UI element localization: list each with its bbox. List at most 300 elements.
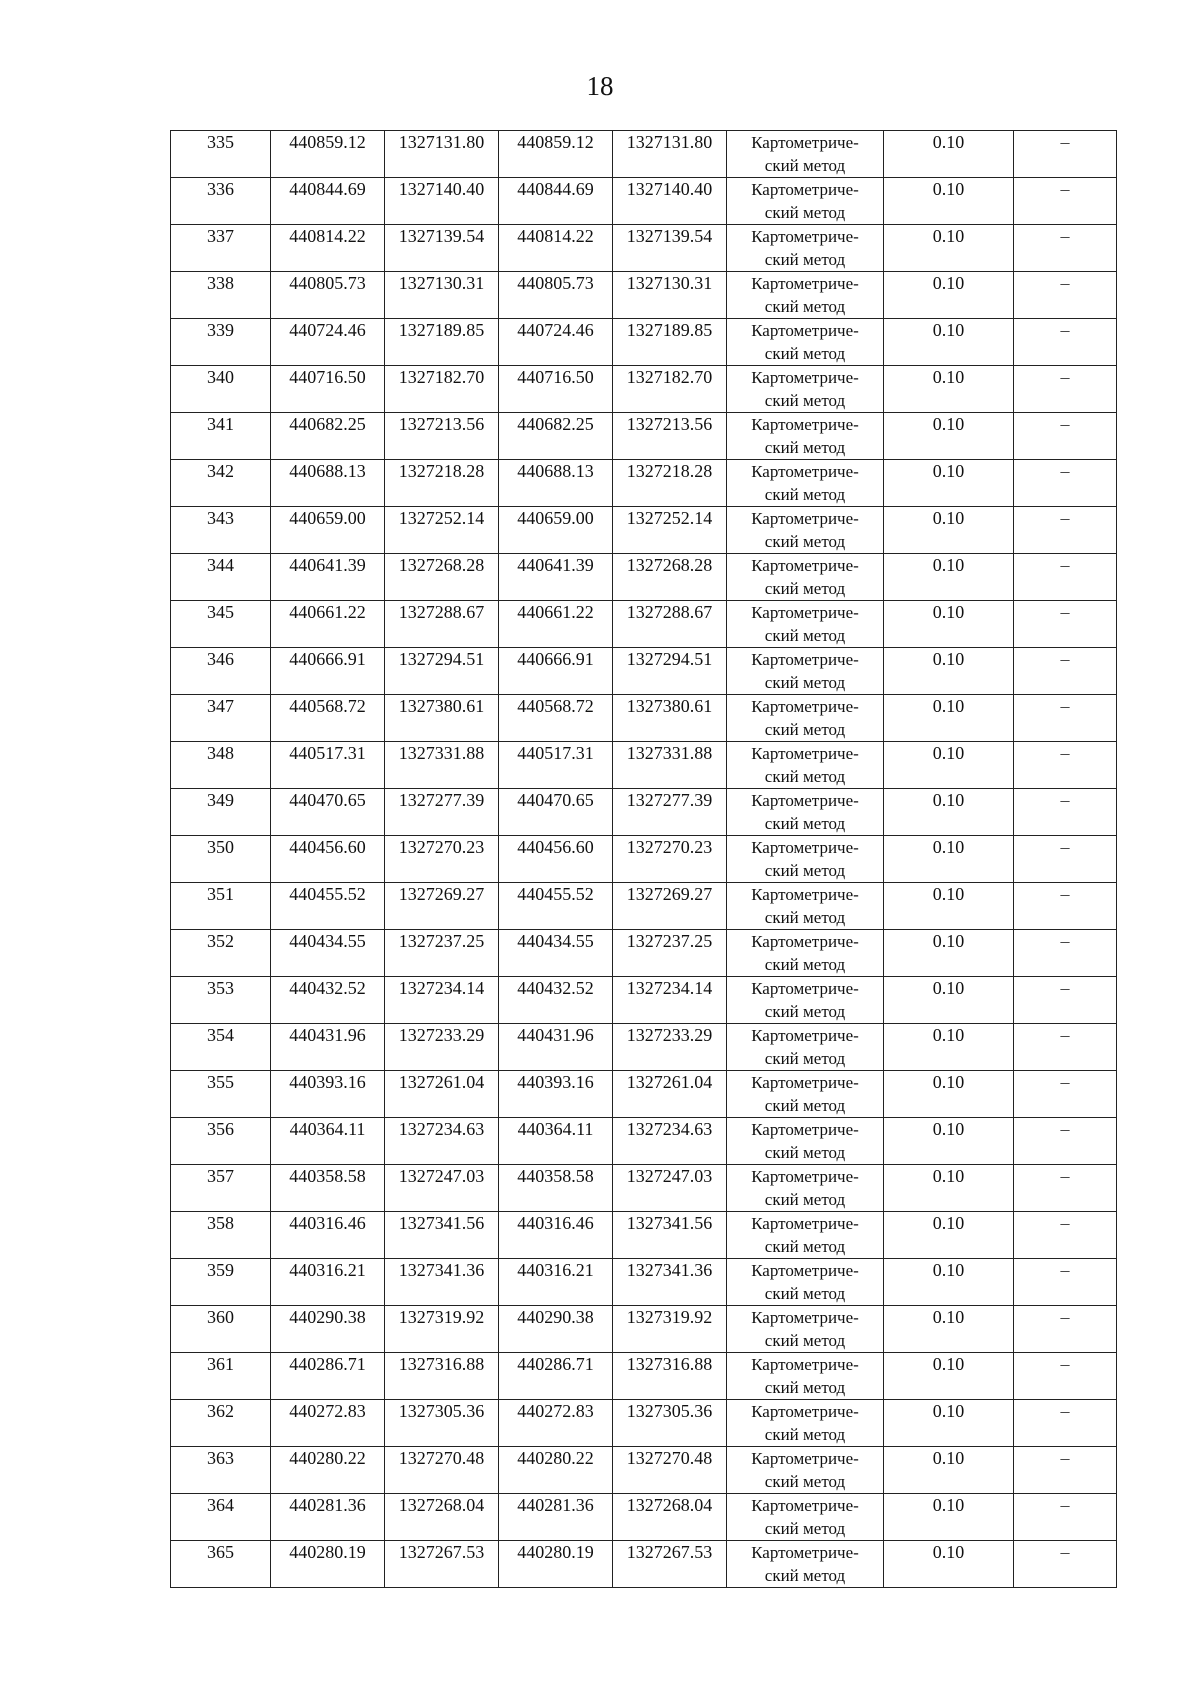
table-row [171,1306,1117,1353]
method-line-2: ский метод [764,814,846,833]
point-number-cell: 347 [171,695,271,742]
point-number-cell: 358 [171,1212,271,1259]
table-row [171,554,1117,601]
table-row [171,178,1117,225]
method-cell [727,413,884,460]
method-line-2: ский метод [764,1190,846,1209]
method-line-2: ский метод [764,1096,846,1115]
method-cell [727,883,884,930]
accuracy-cell: 0.10 [884,272,1014,319]
y-refined-cell: 1327139.54 [613,225,727,272]
y-existing-cell: 1327213.56 [385,413,499,460]
y-refined-cell: 1327234.63 [613,1118,727,1165]
accuracy-cell: 0.10 [884,1494,1014,1541]
method-line-1: Картометриче- [751,556,859,575]
x-existing-cell: 440456.60 [271,836,385,883]
accuracy-cell: 0.10 [884,695,1014,742]
method-line-1: Картометриче- [751,321,859,340]
method-line-1: Картометриче- [751,1449,859,1468]
table-row [171,319,1117,366]
method-line-2: ский метод [764,1049,846,1068]
method-cell [727,1259,884,1306]
table-row [171,272,1117,319]
y-refined-cell: 1327247.03 [613,1165,727,1212]
y-existing-cell: 1327269.27 [385,883,499,930]
note-cell: – [1014,695,1117,742]
point-number-cell: 356 [171,1118,271,1165]
point-number-cell: 354 [171,1024,271,1071]
accuracy-cell: 0.10 [884,836,1014,883]
method-cell [727,507,884,554]
note-cell: – [1014,272,1117,319]
x-existing-cell: 440716.50 [271,366,385,413]
point-number-cell: 355 [171,1071,271,1118]
point-number-cell: 344 [171,554,271,601]
point-number-cell: 363 [171,1447,271,1494]
accuracy-cell: 0.10 [884,1259,1014,1306]
table-row [171,601,1117,648]
y-refined-cell: 1327331.88 [613,742,727,789]
accuracy-cell: 0.10 [884,977,1014,1024]
point-number-cell: 339 [171,319,271,366]
note-cell: – [1014,1541,1117,1588]
note-cell: – [1014,1306,1117,1353]
x-refined-cell: 440568.72 [499,695,613,742]
method-line-2: ский метод [764,861,846,880]
table-row [171,742,1117,789]
point-number-cell: 342 [171,460,271,507]
point-number-cell: 335 [171,131,271,178]
method-cell [727,178,884,225]
x-refined-cell: 440272.83 [499,1400,613,1447]
note-cell: – [1014,366,1117,413]
note-cell: – [1014,460,1117,507]
x-refined-cell: 440814.22 [499,225,613,272]
method-cell [727,1118,884,1165]
accuracy-cell: 0.10 [884,883,1014,930]
x-existing-cell: 440281.36 [271,1494,385,1541]
point-number-cell: 364 [171,1494,271,1541]
method-line-2: ский метод [764,955,846,974]
y-existing-cell: 1327218.28 [385,460,499,507]
table-row [171,930,1117,977]
y-refined-cell: 1327268.28 [613,554,727,601]
x-existing-cell: 440455.52 [271,883,385,930]
method-cell [727,554,884,601]
accuracy-cell: 0.10 [884,930,1014,977]
table-row [171,977,1117,1024]
method-line-2: ский метод [764,485,846,504]
table-row [171,1024,1117,1071]
accuracy-cell: 0.10 [884,178,1014,225]
x-refined-cell: 440724.46 [499,319,613,366]
point-number-cell: 357 [171,1165,271,1212]
note-cell: – [1014,1071,1117,1118]
method-cell [727,648,884,695]
y-refined-cell: 1327270.23 [613,836,727,883]
accuracy-cell: 0.10 [884,1447,1014,1494]
method-line-1: Картометриче- [751,744,859,763]
note-cell: – [1014,178,1117,225]
accuracy-cell: 0.10 [884,460,1014,507]
accuracy-cell: 0.10 [884,648,1014,695]
point-number-cell: 338 [171,272,271,319]
y-existing-cell: 1327268.28 [385,554,499,601]
method-line-2: ский метод [764,908,846,927]
table-row [171,1212,1117,1259]
method-line-1: Картометриче- [751,838,859,857]
x-existing-cell: 440470.65 [271,789,385,836]
y-existing-cell: 1327270.23 [385,836,499,883]
x-refined-cell: 440434.55 [499,930,613,977]
y-refined-cell: 1327182.70 [613,366,727,413]
point-number-cell: 345 [171,601,271,648]
accuracy-cell: 0.10 [884,1118,1014,1165]
y-existing-cell: 1327130.31 [385,272,499,319]
accuracy-cell: 0.10 [884,1400,1014,1447]
method-cell [727,1353,884,1400]
note-cell: – [1014,131,1117,178]
x-existing-cell: 440859.12 [271,131,385,178]
note-cell: – [1014,789,1117,836]
method-cell [727,1400,884,1447]
y-refined-cell: 1327316.88 [613,1353,727,1400]
accuracy-cell: 0.10 [884,1212,1014,1259]
y-refined-cell: 1327288.67 [613,601,727,648]
method-line-1: Картометриче- [751,1355,859,1374]
x-refined-cell: 440641.39 [499,554,613,601]
method-line-1: Картометриче- [751,1261,859,1280]
x-existing-cell: 440358.58 [271,1165,385,1212]
method-cell [727,836,884,883]
x-refined-cell: 440517.31 [499,742,613,789]
accuracy-cell: 0.10 [884,1071,1014,1118]
method-line-2: ский метод [764,1519,846,1538]
x-refined-cell: 440456.60 [499,836,613,883]
method-line-2: ский метод [764,438,846,457]
x-existing-cell: 440316.46 [271,1212,385,1259]
note-cell: – [1014,977,1117,1024]
method-line-1: Картометриче- [751,932,859,951]
method-line-1: Картометриче- [751,368,859,387]
y-existing-cell: 1327139.54 [385,225,499,272]
method-cell [727,789,884,836]
y-existing-cell: 1327331.88 [385,742,499,789]
note-cell: – [1014,225,1117,272]
method-line-2: ский метод [764,626,846,645]
y-refined-cell: 1327189.85 [613,319,727,366]
x-existing-cell: 440814.22 [271,225,385,272]
method-cell [727,601,884,648]
x-refined-cell: 440659.00 [499,507,613,554]
method-line-1: Картометриче- [751,697,859,716]
accuracy-cell: 0.10 [884,507,1014,554]
y-refined-cell: 1327131.80 [613,131,727,178]
y-existing-cell: 1327234.14 [385,977,499,1024]
method-line-2: ский метод [764,1566,846,1585]
method-cell [727,930,884,977]
y-refined-cell: 1327294.51 [613,648,727,695]
point-number-cell: 353 [171,977,271,1024]
method-line-1: Картометриче- [751,979,859,998]
y-existing-cell: 1327237.25 [385,930,499,977]
point-number-cell: 343 [171,507,271,554]
accuracy-cell: 0.10 [884,366,1014,413]
method-cell [727,1306,884,1353]
y-existing-cell: 1327234.63 [385,1118,499,1165]
y-refined-cell: 1327277.39 [613,789,727,836]
y-refined-cell: 1327252.14 [613,507,727,554]
table-row [171,836,1117,883]
method-line-2: ский метод [764,391,846,410]
method-line-2: ский метод [764,1143,846,1162]
accuracy-cell: 0.10 [884,1306,1014,1353]
accuracy-cell: 0.10 [884,225,1014,272]
y-refined-cell: 1327305.36 [613,1400,727,1447]
method-line-2: ский метод [764,532,846,551]
x-existing-cell: 440844.69 [271,178,385,225]
x-refined-cell: 440280.19 [499,1541,613,1588]
method-line-1: Картометриче- [751,274,859,293]
point-number-cell: 350 [171,836,271,883]
point-number-cell: 362 [171,1400,271,1447]
y-existing-cell: 1327268.04 [385,1494,499,1541]
x-existing-cell: 440364.11 [271,1118,385,1165]
table-row [171,1541,1117,1588]
method-cell [727,977,884,1024]
x-refined-cell: 440393.16 [499,1071,613,1118]
note-cell: – [1014,601,1117,648]
x-refined-cell: 440859.12 [499,131,613,178]
y-refined-cell: 1327261.04 [613,1071,727,1118]
y-refined-cell: 1327140.40 [613,178,727,225]
accuracy-cell: 0.10 [884,1541,1014,1588]
point-number-cell: 349 [171,789,271,836]
note-cell: – [1014,1118,1117,1165]
method-cell [727,272,884,319]
accuracy-cell: 0.10 [884,554,1014,601]
y-existing-cell: 1327252.14 [385,507,499,554]
point-number-cell: 341 [171,413,271,460]
table-row [171,413,1117,460]
y-existing-cell: 1327140.40 [385,178,499,225]
x-existing-cell: 440659.00 [271,507,385,554]
method-cell [727,742,884,789]
method-cell [727,1071,884,1118]
method-line-1: Картометриче- [751,1543,859,1562]
point-number-cell: 360 [171,1306,271,1353]
method-line-1: Картометриче- [751,1308,859,1327]
x-existing-cell: 440641.39 [271,554,385,601]
method-line-1: Картометриче- [751,791,859,810]
table-row [171,1353,1117,1400]
x-existing-cell: 440434.55 [271,930,385,977]
point-number-cell: 351 [171,883,271,930]
note-cell: – [1014,554,1117,601]
y-existing-cell: 1327341.36 [385,1259,499,1306]
x-refined-cell: 440688.13 [499,460,613,507]
x-existing-cell: 440280.19 [271,1541,385,1588]
method-cell [727,1494,884,1541]
y-existing-cell: 1327341.56 [385,1212,499,1259]
y-refined-cell: 1327268.04 [613,1494,727,1541]
x-refined-cell: 440432.52 [499,977,613,1024]
method-line-1: Картометриче- [751,650,859,669]
note-cell: – [1014,1494,1117,1541]
x-existing-cell: 440316.21 [271,1259,385,1306]
note-cell: – [1014,1400,1117,1447]
accuracy-cell: 0.10 [884,319,1014,366]
x-refined-cell: 440455.52 [499,883,613,930]
y-existing-cell: 1327380.61 [385,695,499,742]
coordinates-table [170,130,1117,1588]
point-number-cell: 352 [171,930,271,977]
y-existing-cell: 1327261.04 [385,1071,499,1118]
method-line-1: Картометриче- [751,180,859,199]
y-existing-cell: 1327247.03 [385,1165,499,1212]
y-existing-cell: 1327316.88 [385,1353,499,1400]
method-line-2: ский метод [764,297,846,316]
method-cell [727,1024,884,1071]
y-refined-cell: 1327130.31 [613,272,727,319]
accuracy-cell: 0.10 [884,601,1014,648]
accuracy-cell: 0.10 [884,1024,1014,1071]
point-number-cell: 346 [171,648,271,695]
y-refined-cell: 1327233.29 [613,1024,727,1071]
method-cell [727,1165,884,1212]
note-cell: – [1014,1353,1117,1400]
y-refined-cell: 1327269.27 [613,883,727,930]
y-refined-cell: 1327234.14 [613,977,727,1024]
method-cell [727,225,884,272]
x-existing-cell: 440286.71 [271,1353,385,1400]
method-line-1: Картометриче- [751,1214,859,1233]
note-cell: – [1014,648,1117,695]
method-line-1: Картометриче- [751,1167,859,1186]
x-refined-cell: 440358.58 [499,1165,613,1212]
y-refined-cell: 1327267.53 [613,1541,727,1588]
x-existing-cell: 440805.73 [271,272,385,319]
table-row [171,789,1117,836]
y-refined-cell: 1327341.36 [613,1259,727,1306]
x-refined-cell: 440316.46 [499,1212,613,1259]
method-line-2: ский метод [764,344,846,363]
y-existing-cell: 1327182.70 [385,366,499,413]
accuracy-cell: 0.10 [884,742,1014,789]
point-number-cell: 348 [171,742,271,789]
method-line-1: Картометриче- [751,227,859,246]
y-existing-cell: 1327270.48 [385,1447,499,1494]
point-number-cell: 340 [171,366,271,413]
x-refined-cell: 440682.25 [499,413,613,460]
method-line-2: ский метод [764,1237,846,1256]
method-line-2: ский метод [764,1002,846,1021]
method-cell [727,1212,884,1259]
x-refined-cell: 440470.65 [499,789,613,836]
method-line-1: Картометриче- [751,1402,859,1421]
page-number: 18 [586,71,614,101]
method-cell [727,1447,884,1494]
table-row [171,507,1117,554]
table-body [171,131,1117,1588]
accuracy-cell: 0.10 [884,789,1014,836]
table-row [171,225,1117,272]
point-number-cell: 365 [171,1541,271,1588]
method-line-1: Картометриче- [751,1120,859,1139]
method-line-2: ский метод [764,1378,846,1397]
x-existing-cell: 440666.91 [271,648,385,695]
y-refined-cell: 1327270.48 [613,1447,727,1494]
method-line-2: ский метод [764,250,846,269]
x-refined-cell: 440316.21 [499,1259,613,1306]
x-existing-cell: 440517.31 [271,742,385,789]
x-existing-cell: 440432.52 [271,977,385,1024]
y-existing-cell: 1327305.36 [385,1400,499,1447]
x-existing-cell: 440688.13 [271,460,385,507]
x-refined-cell: 440844.69 [499,178,613,225]
table-row [171,1259,1117,1306]
y-existing-cell: 1327277.39 [385,789,499,836]
method-line-1: Картометриче- [751,462,859,481]
note-cell: – [1014,1447,1117,1494]
method-line-2: ский метод [764,1472,846,1491]
x-existing-cell: 440682.25 [271,413,385,460]
accuracy-cell: 0.10 [884,1165,1014,1212]
method-line-1: Картометриче- [751,1496,859,1515]
note-cell: – [1014,1259,1117,1306]
note-cell: – [1014,319,1117,366]
note-cell: – [1014,413,1117,460]
method-line-1: Картометриче- [751,885,859,904]
method-line-2: ский метод [764,579,846,598]
table-row [171,366,1117,413]
method-cell [727,131,884,178]
y-refined-cell: 1327218.28 [613,460,727,507]
method-line-2: ский метод [764,156,846,175]
y-existing-cell: 1327288.67 [385,601,499,648]
method-line-1: Картометриче- [751,509,859,528]
table-row [171,1400,1117,1447]
method-line-2: ский метод [764,1284,846,1303]
accuracy-cell: 0.10 [884,413,1014,460]
y-refined-cell: 1327237.25 [613,930,727,977]
y-existing-cell: 1327233.29 [385,1024,499,1071]
table-row [171,648,1117,695]
table-row [171,131,1117,178]
y-existing-cell: 1327131.80 [385,131,499,178]
x-existing-cell: 440290.38 [271,1306,385,1353]
method-line-1: Картометриче- [751,1073,859,1092]
y-existing-cell: 1327267.53 [385,1541,499,1588]
note-cell: – [1014,1024,1117,1071]
table-row [171,695,1117,742]
x-refined-cell: 440716.50 [499,366,613,413]
method-line-1: Картометриче- [751,415,859,434]
method-cell [727,366,884,413]
method-cell [727,319,884,366]
y-refined-cell: 1327341.56 [613,1212,727,1259]
x-refined-cell: 440280.22 [499,1447,613,1494]
x-existing-cell: 440661.22 [271,601,385,648]
table-row [171,1447,1117,1494]
note-cell: – [1014,883,1117,930]
table-row [171,1494,1117,1541]
method-line-2: ский метод [764,767,846,786]
x-refined-cell: 440805.73 [499,272,613,319]
x-existing-cell: 440280.22 [271,1447,385,1494]
point-number-cell: 359 [171,1259,271,1306]
x-existing-cell: 440724.46 [271,319,385,366]
